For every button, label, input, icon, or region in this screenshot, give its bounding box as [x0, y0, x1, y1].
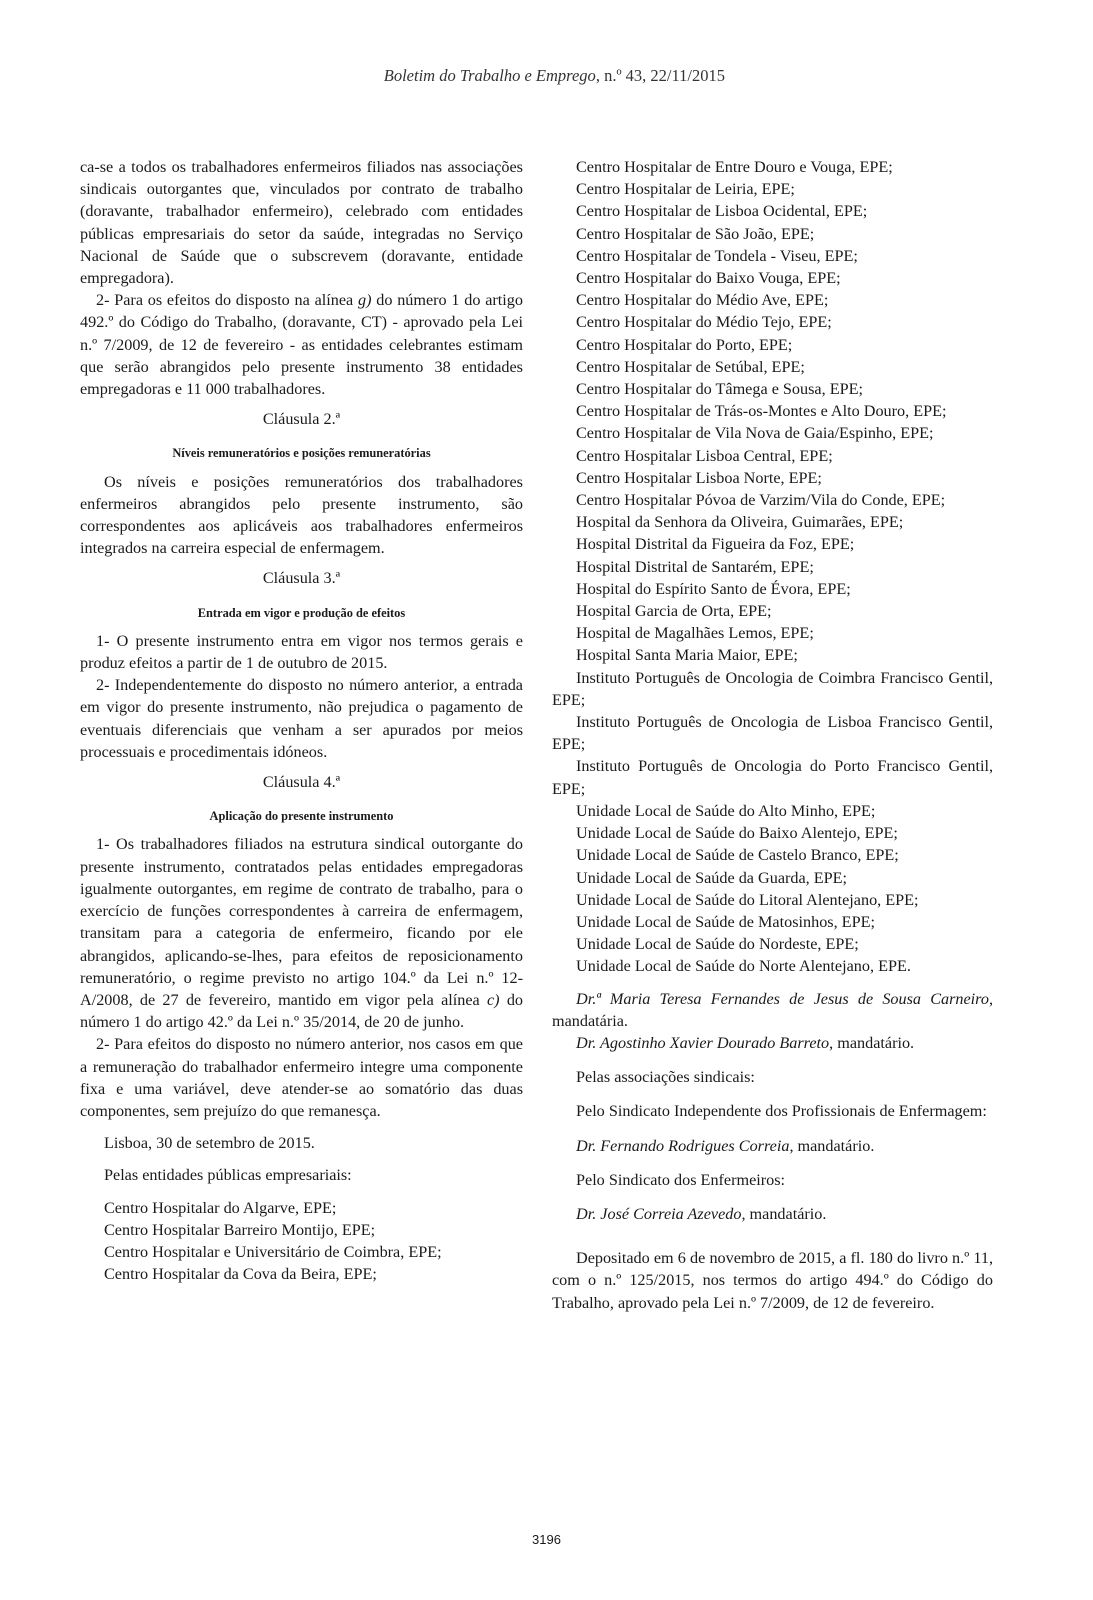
page-header	[0, 66, 1093, 86]
list-item: Instituto Português de Oncologia de Coimbra Francisco Gentil, EPE;	[552, 668, 993, 709]
list-item: Instituto Português de Oncologia do Porto Francisco Gentil, EPE;	[552, 757, 993, 798]
signatory-name: Dr. José Correia Azevedo	[576, 1204, 742, 1223]
signatory-role: , mandatário.	[829, 1033, 915, 1052]
clause-4-heading: Cláusula 4.ª	[262, 773, 341, 792]
list-item: Hospital do Espírito Santo de Évora, EPE;	[576, 579, 851, 598]
list-item: Instituto Português de Oncologia de Lisboa Francisco Gentil, EPE;	[552, 713, 993, 754]
list-item: Hospital de Magalhães Lemos, EPE;	[576, 624, 814, 643]
list-item: Hospital Distrital da Figueira da Foz, EPE;	[576, 535, 855, 554]
list-item: Hospital Santa Maria Maior, EPE;	[576, 646, 798, 665]
clause-3-paragraph-1: 1- O presente instrumento entra em vigor nos termos gerais e produz efeitos a partir de 1 de outubro de 2015.	[80, 631, 523, 673]
clause-3-paragraph-2: 2- Independentemente do disposto no número anterior, a entrada em vigor do presente instrumento, não prejudica o pagamento de eventuais diferenciais que venham a ser apurados por meios processuais e procedimentais idóneos.	[80, 676, 523, 761]
deposit-note: Depositado em 6 de novembro de 2015, a fl. 180 do livro n.º 11, com o n.º 125/2015, nos termos do artigo 494.º do Código do Trabalho, aprovado pela Lei n.º 7/2009, de 12 de fevereiro.	[552, 1249, 993, 1312]
signature-1	[552, 988, 993, 1032]
page-number: 3196	[532, 1532, 561, 1547]
list-item: Centro Hospitalar do Tâmega e Sousa, EPE;	[576, 380, 863, 399]
clause-2-text: Os níveis e posições remuneratórios dos trabalhadores enfermeiros abrangidos pelo presente instrumento, são correspondentes aos aplicáveis aos trabalhadores enfermeiros integrados na carreira especial de enfermagem.	[80, 472, 523, 558]
text-segment: 1- Os trabalhadores filiados na estrutura sindical outorgante do presente instrumento, contratados pelas entidades empregadoras igualmente outorgantes, em regime de contrato de trabalho, para o exercício de funções correspondentes à carreira de enfermagem, transitam para a categoria de enfermeiro, ficando por ele abrangidos, aplicando-se-lhes, para efeitos de reposicionamento remuneratório, o regime previsto no artigo 104.º da Lei n.º 12-A/2008, de 27 de fevereiro, mantido em vigor pela alínea	[80, 835, 523, 1009]
entity-list-left	[80, 1197, 523, 1286]
list-item: Centro Hospitalar do Baixo Vouga, EPE;	[576, 269, 841, 288]
signatory-name: Dr. Fernando Rodrigues Correia	[576, 1136, 790, 1155]
clause-4-paragraph-1	[80, 833, 523, 1033]
list-item: Centro Hospitalar Lisboa Norte, EPE;	[576, 468, 822, 487]
paragraph-scope-continuation: ca-se a todos os trabalhadores enfermeiros filiados nas associações sindicais outorgantes que, vinculados por contrato de trabalho (doravante, trabalhador enfermeiro), celebrado com entidades públicas empresariais do setor da saúde, integradas no Serviço Nacional de Saúde que o subscrevem (doravante, entidade empregadora).	[80, 158, 523, 288]
list-item: Unidade Local de Saúde da Guarda, EPE;	[576, 868, 848, 887]
list-item: Unidade Local de Saúde de Matosinhos, EPE;	[576, 912, 875, 931]
list-item: Unidade Local de Saúde de Castelo Branco, EPE;	[576, 846, 899, 865]
paragraph-scope-2	[80, 289, 523, 400]
list-item: Centro Hospitalar do Algarve, EPE;	[104, 1198, 337, 1217]
union-1: Pelo Sindicato Independente dos Profissionais de Enfermagem:	[576, 1102, 987, 1121]
list-item: Unidade Local de Saúde do Alto Minho, EPE;	[576, 801, 876, 820]
list-item: Centro Hospitalar de Lisboa Ocidental, EPE;	[576, 202, 868, 221]
signatory-name: Dr. Agostinho Xavier Dourado Barreto	[576, 1033, 830, 1052]
list-item: Hospital Garcia de Orta, EPE;	[576, 602, 772, 621]
text-segment: do número 1 do artigo 492.º do Código do Trabalho, (doravante, CT) - aprovado pela Lei n.º 7/2009, de 12 de fevereiro - as entidades celebrantes estimam que serão abrangidos pelo presente instrumento 38 entidades empregadoras e 11 000 trabalhadores.	[80, 291, 523, 399]
journal-issue: , n.º 43, 22/11/2015	[595, 66, 725, 85]
public-entities-label: Pelas entidades públicas empresariais:	[104, 1166, 352, 1185]
clause-3-title: Entrada em vigor e produção de efeitos	[197, 605, 406, 620]
left-column	[80, 156, 523, 1285]
signatory-role: , mandatário.	[789, 1136, 875, 1155]
signature-4	[552, 1203, 993, 1225]
list-item: Centro Hospitalar de Tondela - Viseu, EPE;	[576, 246, 858, 265]
clause-2-title: Níveis remuneratórios e posições remuneratórias	[172, 446, 431, 461]
list-item: Hospital da Senhora da Oliveira, Guimarães, EPE;	[576, 513, 904, 532]
text-segment: do número 1 do artigo 42.º da Lei n.º 35/2014, de 20 de junho.	[80, 990, 524, 1032]
alinea-ref: g)	[358, 291, 372, 310]
list-item: Centro Hospitalar da Cova da Beira, EPE;	[104, 1265, 377, 1284]
list-item: Centro Hospitalar Barreiro Montijo, EPE;	[104, 1220, 376, 1239]
clause-2-heading: Cláusula 2.ª	[262, 410, 341, 429]
journal-title: Boletim do Trabalho e Emprego	[383, 66, 596, 85]
alinea-ref: c)	[486, 990, 500, 1009]
list-item: Centro Hospitalar de Vila Nova de Gaia/Espinho, EPE;	[576, 424, 934, 443]
clause-4-title: Aplicação do presente instrumento	[209, 809, 394, 824]
list-item: Centro Hospitalar de Entre Douro e Vouga, EPE;	[576, 158, 893, 176]
list-item: Unidade Local de Saúde do Baixo Alentejo, EPE;	[576, 824, 898, 843]
list-item: Centro Hospitalar do Médio Tejo, EPE;	[576, 313, 832, 332]
list-item: Centro Hospitalar do Porto, EPE;	[576, 335, 793, 354]
list-item: Centro Hospitalar e Universitário de Coimbra, EPE;	[104, 1242, 442, 1261]
list-item: Centro Hospitalar Lisboa Central, EPE;	[576, 446, 833, 465]
list-item: Centro Hospitalar de Setúbal, EPE;	[576, 357, 805, 376]
unions-label: Pelas associações sindicais:	[576, 1068, 755, 1087]
signatory-role: , mandatário.	[741, 1204, 827, 1223]
place-date: Lisboa, 30 de setembro de 2015.	[104, 1134, 315, 1153]
list-item: Centro Hospitalar do Médio Ave, EPE;	[576, 291, 829, 310]
signature-2	[552, 1032, 993, 1054]
union-2: Pelo Sindicato dos Enfermeiros:	[576, 1170, 786, 1189]
text-segment: 2- Para os efeitos do disposto na alínea	[96, 291, 358, 310]
list-item: Centro Hospitalar de Leiria, EPE;	[576, 180, 795, 199]
list-item: Unidade Local de Saúde do Nordeste, EPE;	[576, 935, 859, 954]
signatory-name: Dr.ª Maria Teresa Fernandes de Jesus de Sousa Carneiro	[576, 989, 989, 1008]
list-item: Centro Hospitalar Póvoa de Varzim/Vila do Conde, EPE;	[576, 491, 946, 510]
right-column	[552, 156, 993, 1314]
entity-list-right	[552, 156, 993, 978]
signatory-role: , mandatária.	[552, 989, 993, 1030]
list-item: Unidade Local de Saúde do Norte Alentejano, EPE.	[576, 957, 911, 976]
clause-3-heading: Cláusula 3.ª	[262, 569, 341, 588]
list-item: Unidade Local de Saúde do Litoral Alentejano, EPE;	[576, 890, 919, 909]
list-item: Hospital Distrital de Santarém, EPE;	[576, 557, 814, 576]
signature-3	[552, 1135, 993, 1157]
clause-4-paragraph-2: 2- Para efeitos do disposto no número anterior, nos casos em que a remuneração do trabalhador enfermeiro integre uma componente fixa e uma variável, deve atender-se ao somatório das duas componentes, sem prejuízo do que remanesça.	[80, 1035, 523, 1120]
list-item: Centro Hospitalar de Trás-os-Montes e Alto Douro, EPE;	[576, 402, 947, 421]
list-item: Centro Hospitalar de São João, EPE;	[576, 224, 815, 243]
